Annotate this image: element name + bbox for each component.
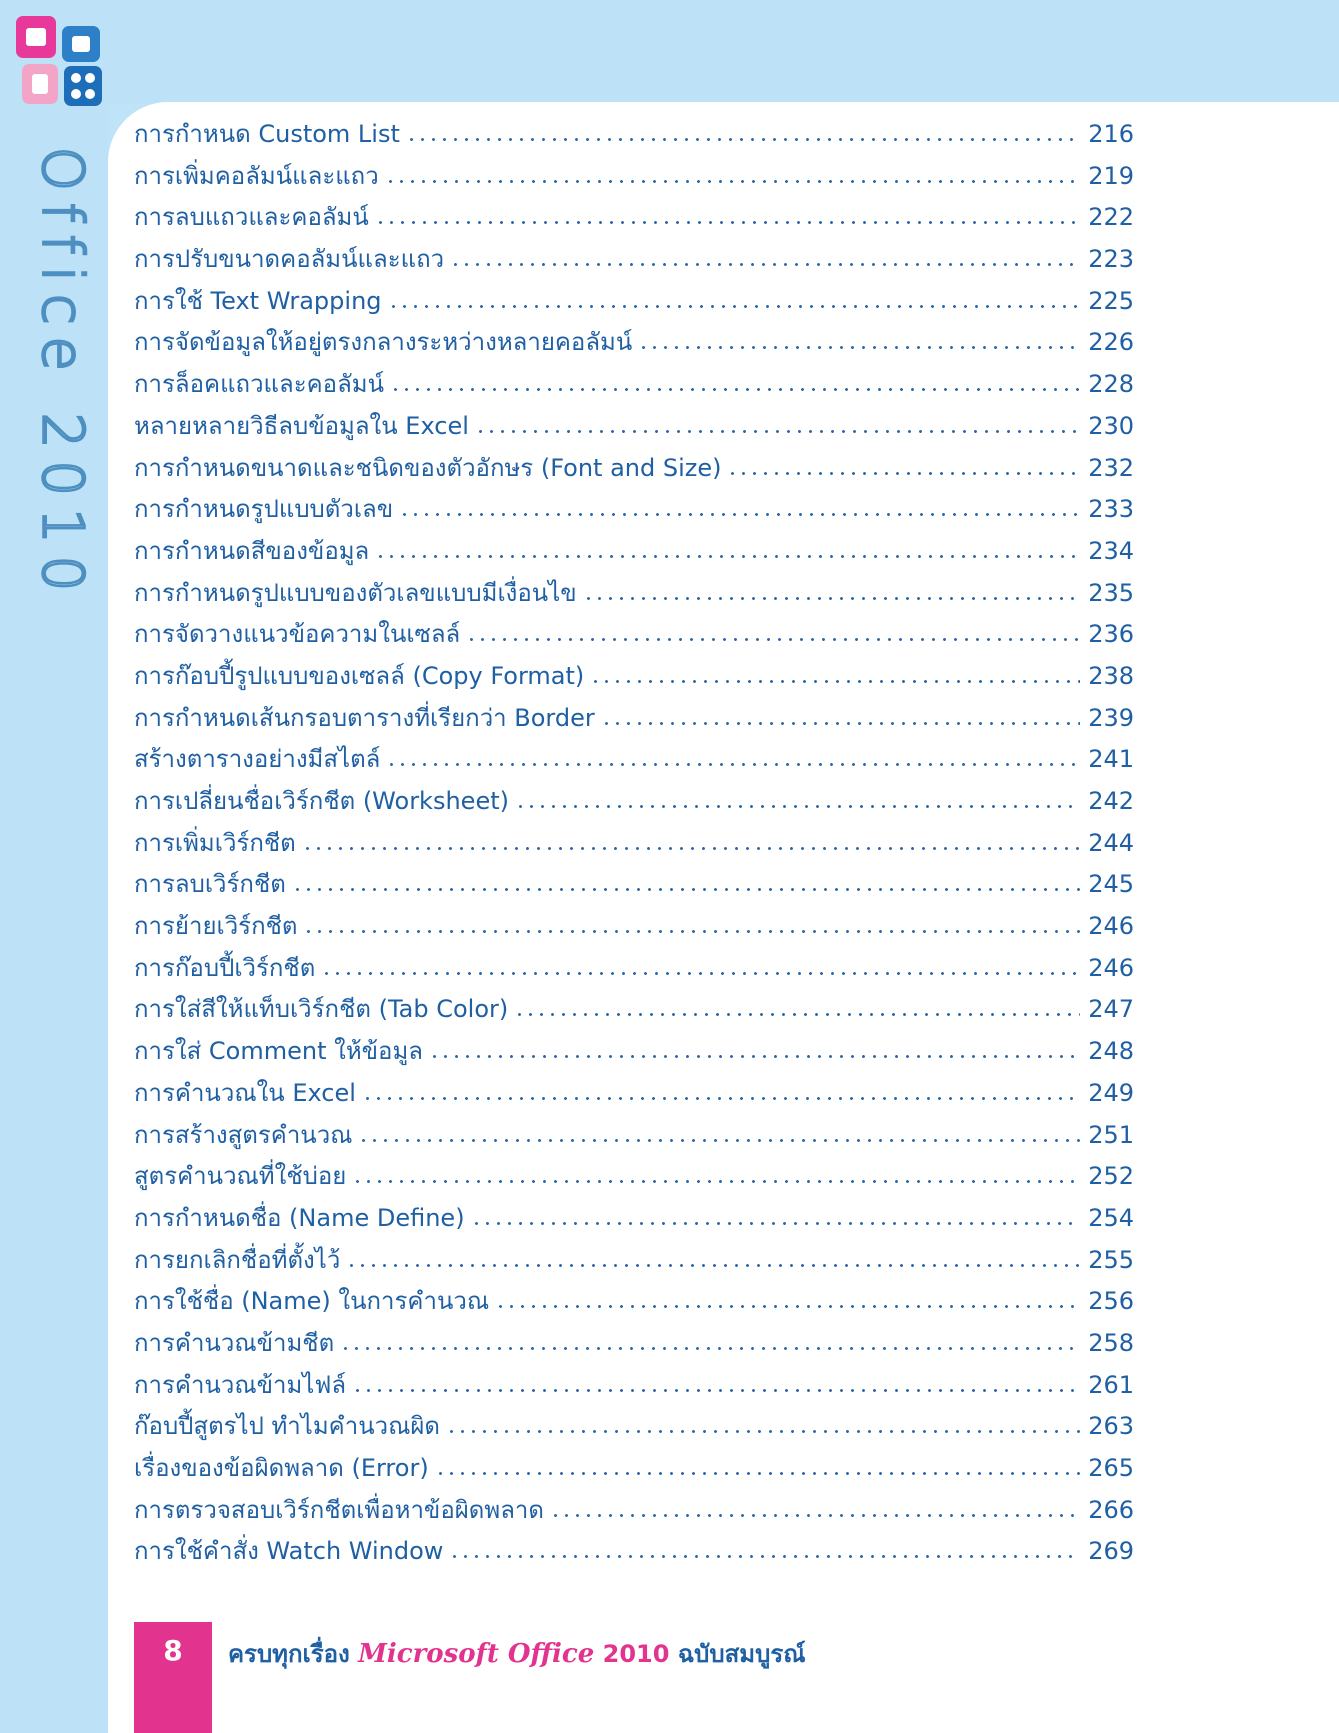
toc-entry-page: 222 — [1088, 203, 1134, 232]
toc-dot-leader — [340, 1347, 1080, 1350]
toc-entry-title: การคำนวณใน Excel — [134, 1078, 356, 1107]
toc-entry — [134, 156, 1134, 198]
toc-dot-leader — [446, 1430, 1080, 1433]
header-band — [0, 0, 1339, 104]
toc-entry — [134, 1156, 1134, 1198]
toc-entry-title: การจัดวางแนวข้อความในเซลล์ — [134, 620, 461, 649]
toc-entry-page: 239 — [1088, 703, 1134, 732]
toc-entry-title: สร้างตารางอย่างมีสไตล์ — [134, 745, 381, 774]
toc-entry — [134, 948, 1134, 990]
toc-dot-leader — [388, 305, 1081, 308]
toc-dot-leader — [514, 1013, 1080, 1016]
toc-entry — [134, 1531, 1134, 1573]
toc-entry-page: 223 — [1088, 245, 1134, 274]
toc-entry-title: การใช้คำสั่ง Watch Window — [134, 1537, 444, 1566]
toc-entry-page: 242 — [1088, 787, 1134, 815]
toc-dot-leader — [450, 263, 1080, 266]
side-title-text: Office 2010 — [29, 146, 95, 604]
toc-entry-title: การปรับขนาดคอลัมน์และแถว — [134, 245, 445, 274]
toc-dot-leader — [466, 638, 1080, 641]
toc-dot-leader — [406, 138, 1080, 141]
toc-entry-title: การใส่สีให้แท็บเวิร์กชีต (Tab Color) — [134, 995, 509, 1024]
toc-entry-title: สูตรคำนวณที่ใช้บ่อย — [134, 1162, 347, 1191]
footer-suffix: ฉบับสมบูรณ์ — [677, 1640, 806, 1668]
toc-entry — [134, 448, 1134, 490]
toc-entry-page: 246 — [1088, 912, 1134, 941]
toc-dot-leader — [386, 763, 1080, 766]
toc-entry-title: การกำหนดรูปแบบตัวเลข — [134, 495, 394, 524]
toc-entry-title: การใช้ชื่อ (Name) ในการคำนวณ — [134, 1287, 490, 1316]
toc-dot-leader — [475, 430, 1080, 433]
toc-entry — [134, 1198, 1134, 1240]
toc-dot-leader — [601, 722, 1080, 725]
toc-entry-title: การย้ายเวิร์กชีต — [134, 912, 298, 941]
page-number-tab — [134, 1622, 212, 1733]
toc-entry-page: 252 — [1088, 1162, 1134, 1191]
toc-entry — [134, 781, 1134, 823]
side-title — [29, 145, 95, 605]
toc-entry-page: 269 — [1088, 1537, 1134, 1566]
toc-dot-leader — [429, 1055, 1080, 1058]
toc-entry-page: 263 — [1088, 1412, 1134, 1441]
toc-entry-title: การเปลี่ยนชื่อเวิร์กชีต (Worksheet) — [134, 787, 509, 815]
toc-entry — [134, 864, 1134, 906]
toc-dot-leader — [346, 1264, 1080, 1267]
office-2010-logo-icon — [14, 14, 106, 110]
toc-dot-leader — [583, 597, 1081, 600]
toc-entry-title: การเพิ่มคอลัมน์และแถว — [134, 161, 379, 190]
toc-entry — [134, 239, 1134, 281]
toc-entry — [134, 1240, 1134, 1282]
table-of-contents — [134, 114, 1134, 1573]
toc-entry — [134, 989, 1134, 1031]
toc-entry — [134, 739, 1134, 781]
toc-entry-title: การคำนวณข้ามชีต — [134, 1328, 335, 1357]
toc-dot-leader — [385, 180, 1081, 183]
footer-prefix: ครบทุกเรื่อง — [228, 1640, 350, 1668]
toc-entry-title: การก๊อบปี้เวิร์กชีต — [134, 953, 316, 982]
toc-entry-title: การลบแถวและคอลัมน์ — [134, 203, 369, 232]
toc-entry-title: การเพิ่มเวิร์กชีต — [134, 828, 296, 857]
toc-dot-leader — [303, 930, 1080, 933]
toc-entry-title: การตรวจสอบเวิร์กชีตเพื่อหาข้อผิดพลาด — [134, 1495, 544, 1524]
toc-entry-page: 266 — [1088, 1495, 1134, 1524]
toc-entry — [134, 1448, 1134, 1490]
toc-entry-title: การสร้างสูตรคำนวณ — [134, 1120, 353, 1149]
toc-dot-leader — [550, 1514, 1080, 1517]
toc-entry-title: หลายหลายวิธีลบข้อมูลใน Excel — [134, 411, 469, 440]
toc-entry-page: 232 — [1088, 453, 1134, 482]
toc-entry-page: 244 — [1088, 828, 1134, 857]
toc-dot-leader — [471, 1222, 1081, 1225]
toc-entry-page: 249 — [1088, 1078, 1134, 1107]
toc-dot-leader — [358, 1139, 1080, 1142]
toc-entry — [134, 1031, 1134, 1073]
toc-entry-title: เรื่องของข้อผิดพลาด (Error) — [134, 1454, 429, 1482]
toc-entry-page: 233 — [1088, 495, 1134, 524]
toc-entry-title: การก๊อบปี้รูปแบบของเซลล์ (Copy Format) — [134, 661, 585, 690]
toc-dot-leader — [362, 1097, 1080, 1100]
toc-entry-title: การล็อคแถวและคอลัมน์ — [134, 370, 385, 399]
toc-dot-leader — [352, 1389, 1080, 1392]
footer-title — [228, 1634, 806, 1674]
toc-entry-page: 241 — [1088, 745, 1134, 774]
toc-entry — [134, 656, 1134, 698]
toc-entry — [134, 1073, 1134, 1115]
toc-entry-title: การกำหนดเส้นกรอบตารางที่เรียกว่า Border — [134, 703, 595, 732]
toc-dot-leader — [638, 346, 1080, 349]
toc-entry-title: การยกเลิกชื่อที่ตั้งไว้ — [134, 1245, 341, 1274]
toc-dot-leader — [390, 388, 1080, 391]
toc-dot-leader — [399, 513, 1080, 516]
toc-entry — [134, 614, 1134, 656]
toc-entry-page: 236 — [1088, 620, 1134, 649]
toc-entry-page: 238 — [1088, 661, 1134, 690]
toc-entry-page: 256 — [1088, 1287, 1134, 1316]
toc-entry-title: การใช้ Text Wrapping — [134, 286, 382, 315]
toc-dot-leader — [352, 1180, 1080, 1183]
toc-entry — [134, 489, 1134, 531]
toc-entry-page: 225 — [1088, 286, 1134, 315]
toc-entry-page: 251 — [1088, 1120, 1134, 1149]
toc-dot-leader — [375, 555, 1080, 558]
toc-entry — [134, 1406, 1134, 1448]
toc-entry-title: การกำหนด Custom List — [134, 120, 400, 148]
toc-entry-page: 219 — [1088, 161, 1134, 190]
toc-entry-page: 255 — [1088, 1245, 1134, 1274]
toc-entry — [134, 1115, 1134, 1157]
toc-entry-title: การกำหนดรูปแบบของตัวเลขแบบมีเงื่อนไข — [134, 578, 577, 607]
toc-entry — [134, 364, 1134, 406]
toc-entry — [134, 1323, 1134, 1365]
toc-entry — [134, 531, 1134, 573]
footer-year: 2010 — [602, 1640, 670, 1668]
toc-dot-leader — [449, 1555, 1080, 1558]
toc-entry-title: การจัดข้อมูลให้อยู่ตรงกลางระหว่างหลายคอลัมน์ — [134, 328, 633, 357]
toc-dot-leader — [727, 472, 1080, 475]
toc-entry-title: การกำหนดชื่อ (Name Define) — [134, 1203, 465, 1232]
toc-entry — [134, 906, 1134, 948]
toc-entry-page: 254 — [1088, 1203, 1134, 1232]
toc-dot-leader — [435, 1472, 1081, 1475]
page-number: 8 — [163, 1634, 183, 1667]
toc-entry — [134, 573, 1134, 615]
toc-entry-page: 246 — [1088, 953, 1134, 982]
toc-entry — [134, 197, 1134, 239]
toc-entry-title: การกำหนดสีของข้อมูล — [134, 536, 370, 565]
toc-entry-page: 248 — [1088, 1037, 1134, 1066]
toc-entry-page: 228 — [1088, 370, 1134, 399]
toc-dot-leader — [495, 1305, 1080, 1308]
toc-dot-leader — [292, 888, 1080, 891]
toc-entry — [134, 406, 1134, 448]
toc-entry — [134, 698, 1134, 740]
toc-dot-leader — [302, 847, 1080, 850]
toc-entry-title: การลบเวิร์กชีต — [134, 870, 286, 899]
toc-entry-page: 265 — [1088, 1454, 1134, 1482]
toc-entry — [134, 114, 1134, 156]
toc-entry-title: ก๊อบปี้สูตรไป ทำไมคำนวณผิด — [134, 1412, 440, 1441]
toc-entry-page: 234 — [1088, 536, 1134, 565]
toc-entry-title: การใส่ Comment ให้ข้อมูล — [134, 1037, 423, 1066]
footer-brand: Microsoft Office — [358, 1639, 595, 1669]
toc-entry-page: 258 — [1088, 1328, 1134, 1357]
toc-entry-title: การกำหนดขนาดและชนิดของตัวอักษร (Font and Size) — [134, 453, 722, 482]
toc-entry-page: 216 — [1088, 120, 1134, 148]
toc-dot-leader — [321, 972, 1080, 975]
toc-entry-page: 261 — [1088, 1370, 1134, 1399]
toc-dot-leader — [590, 680, 1080, 683]
toc-entry-page: 230 — [1088, 411, 1134, 440]
toc-entry — [134, 1365, 1134, 1407]
toc-entry — [134, 281, 1134, 323]
toc-entry-page: 245 — [1088, 870, 1134, 899]
toc-entry — [134, 823, 1134, 865]
toc-entry — [134, 1490, 1134, 1532]
toc-entry-page: 247 — [1088, 995, 1134, 1024]
toc-entry — [134, 322, 1134, 364]
toc-entry-title: การคำนวณข้ามไฟล์ — [134, 1370, 347, 1399]
toc-dot-leader — [375, 221, 1080, 224]
toc-dot-leader — [515, 805, 1080, 808]
toc-entry-page: 226 — [1088, 328, 1134, 357]
toc-entry — [134, 1281, 1134, 1323]
toc-entry-page: 235 — [1088, 578, 1134, 607]
